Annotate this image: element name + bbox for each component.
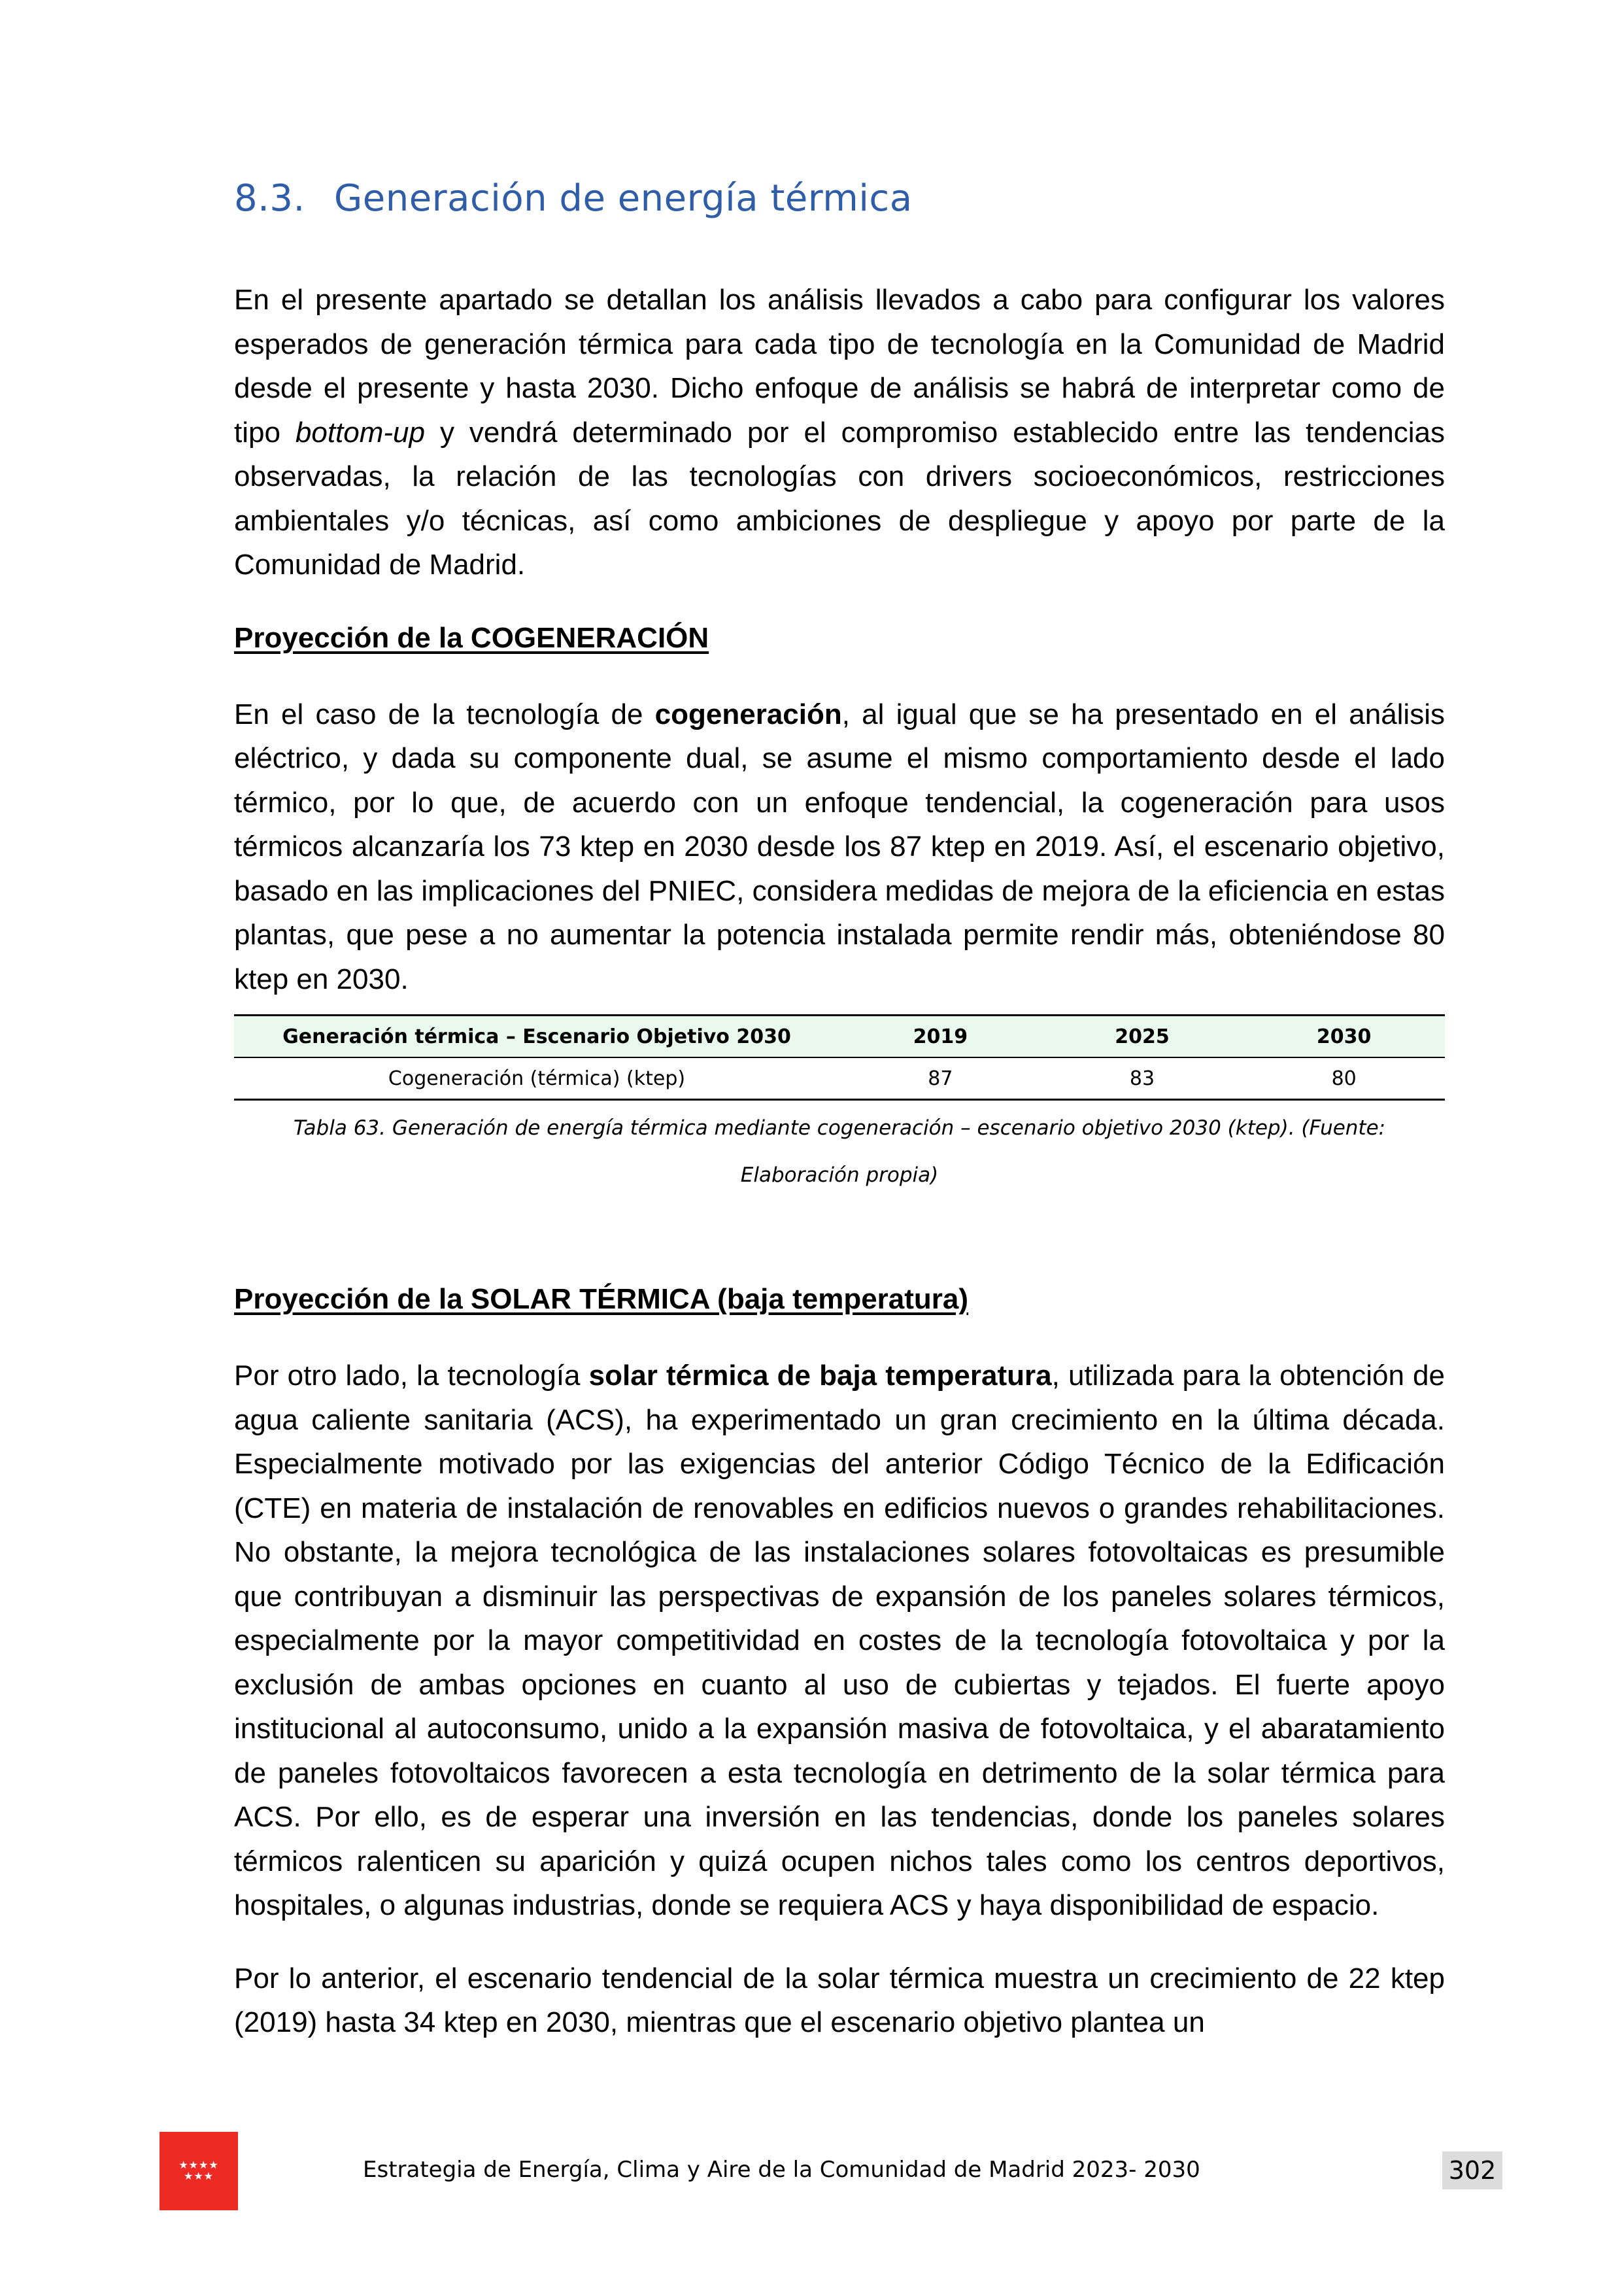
table-header-2025: 2025: [1041, 1016, 1243, 1058]
table-cell-2019: 87: [839, 1057, 1041, 1100]
comunidad-madrid-logo: [160, 2132, 238, 2210]
section-title: Generación de energía térmica: [333, 177, 913, 220]
section-number: 8.3.: [234, 177, 305, 220]
page-number: 302: [1442, 2151, 1502, 2189]
solar-text-2: , utilizada para la obtención de agua caliente sanitaria (ACS), ha experimentado un gran crecimiento en la última década. Especialmente motivado por las exigencias del anterior Código Técnico de la Edificación (CTE) en materia de instalación de renovables en edificios nuevos o grandes rehabilitaciones. No obstante, la mejora tecnológica de las instalaciones solares fotovoltaicas es presumible que contribuyan a disminuir las perspectivas de expansión de los paneles solares térmicos, especialmente por la mayor competitividad en costes de la tecnología fotovoltaica y por la exclusión de ambas opciones en cuanto al uso de cubiertas y tejados. El fuerte apoyo institucional al autoconsumo, unido a la expansión masiva de fotovoltaica, y el abaratamiento de paneles fotovoltaicos favorecen a esta tecnología en detrimento de la solar térmica para ACS. Por ello, es de esperar una inversión en las tendencias, donde los paneles solares térmicos ralenticen su aparición y quizá ocupen nichos tales como los centros deportivos, hospitales, o algunas industrias, donde se requiera ACS y haya disponibilidad de espacio.: [234, 1360, 1445, 1922]
table-header-row: [234, 1016, 1445, 1058]
logo-stars-top: ★★★★: [178, 2159, 219, 2171]
table-caption: Tabla 63. Generación de energía térmica mediante cogeneración – escenario objetivo 2030 (ktep). (Fuente: Elaboración propia): [293, 1116, 1386, 1188]
solar-heading: Proyección de la SOLAR TÉRMICA (baja temperatura): [234, 1283, 969, 1316]
table-cell-label: Cogeneración (térmica) (ktep): [234, 1057, 839, 1100]
solar-paragraph-1: [234, 1354, 1445, 1928]
logo-stars-bottom: ★★★: [183, 2170, 214, 2182]
cogeneracion-table: [234, 1014, 1445, 1101]
stars-icon: [160, 2159, 238, 2182]
table-header-2019: 2019: [839, 1016, 1041, 1058]
intro-text-1: En el presente apartado se detallan los análisis llevados a cabo para configurar los valores esperados de generación térmica para cada tipo de tecnología en la Comunidad de Madrid desde el presente y hasta 2030. Dicho enfoque de análisis se habrá de interpretar como de tipo: [234, 284, 1445, 449]
solar-paragraph-2: Por lo anterior, el escenario tendencial de la solar térmica muestra un crecimiento de 22 ktep (2019) hasta 34 ktep en 2030, mientras que el escenario objetivo plantea un: [234, 1962, 1445, 2039]
table-row: [234, 1057, 1445, 1100]
cogen-text-1: En el caso de la tecnología de: [234, 698, 655, 730]
footer-title: Estrategia de Energía, Clima y Aire de la Comunidad de Madrid 2023- 2030: [363, 2157, 1200, 2183]
intro-paragraph: [234, 278, 1445, 587]
solar-bold: solar térmica de baja temperatura: [588, 1360, 1052, 1392]
intro-italic: bottom-up: [295, 416, 425, 449]
solar-text-1: Por otro lado, la tecnología: [234, 1360, 589, 1392]
intro-text-2: y vendrá determinado por el compromiso establecido entre las tendencias observadas, la relación de las tecnologías con drivers socioeconómicos, restricciones ambientales y/o técnicas, así como ambiciones de despliegue y apoyo por parte de la Comunidad de Madrid.: [234, 416, 1445, 581]
table-header-2030: 2030: [1243, 1016, 1445, 1058]
table-cell-2030: 80: [1243, 1057, 1445, 1100]
page-footer: [0, 2119, 1624, 2210]
cogeneracion-heading: Proyección de la COGENERACIÓN: [234, 621, 709, 654]
page-content: [234, 177, 1445, 2074]
section-heading: [234, 177, 1445, 220]
table-cell-2025: 83: [1041, 1057, 1243, 1100]
cogen-bold: cogeneración: [654, 698, 842, 730]
cogen-text-2: , al igual que se ha presentado en el análisis eléctrico, y dada su componente dual, se asume el mismo comportamiento desde el lado térmico, por lo que, de acuerdo con un enfoque tendencial, la cogeneración para usos térmicos alcanzaría los 73 ktep en 2030 desde los 87 ktep en 2019. Así, el escenario objetivo, basado en las implicaciones del PNIEC, considera medidas de mejora de la eficiencia en estas plantas, que pese a no aumentar la potencia instalada permite rendir más, obteniéndose 80 ktep en 2030.: [234, 698, 1445, 995]
cogeneracion-paragraph: [234, 693, 1445, 1002]
table-header-label: Generación térmica – Escenario Objetivo 2030: [234, 1016, 839, 1058]
